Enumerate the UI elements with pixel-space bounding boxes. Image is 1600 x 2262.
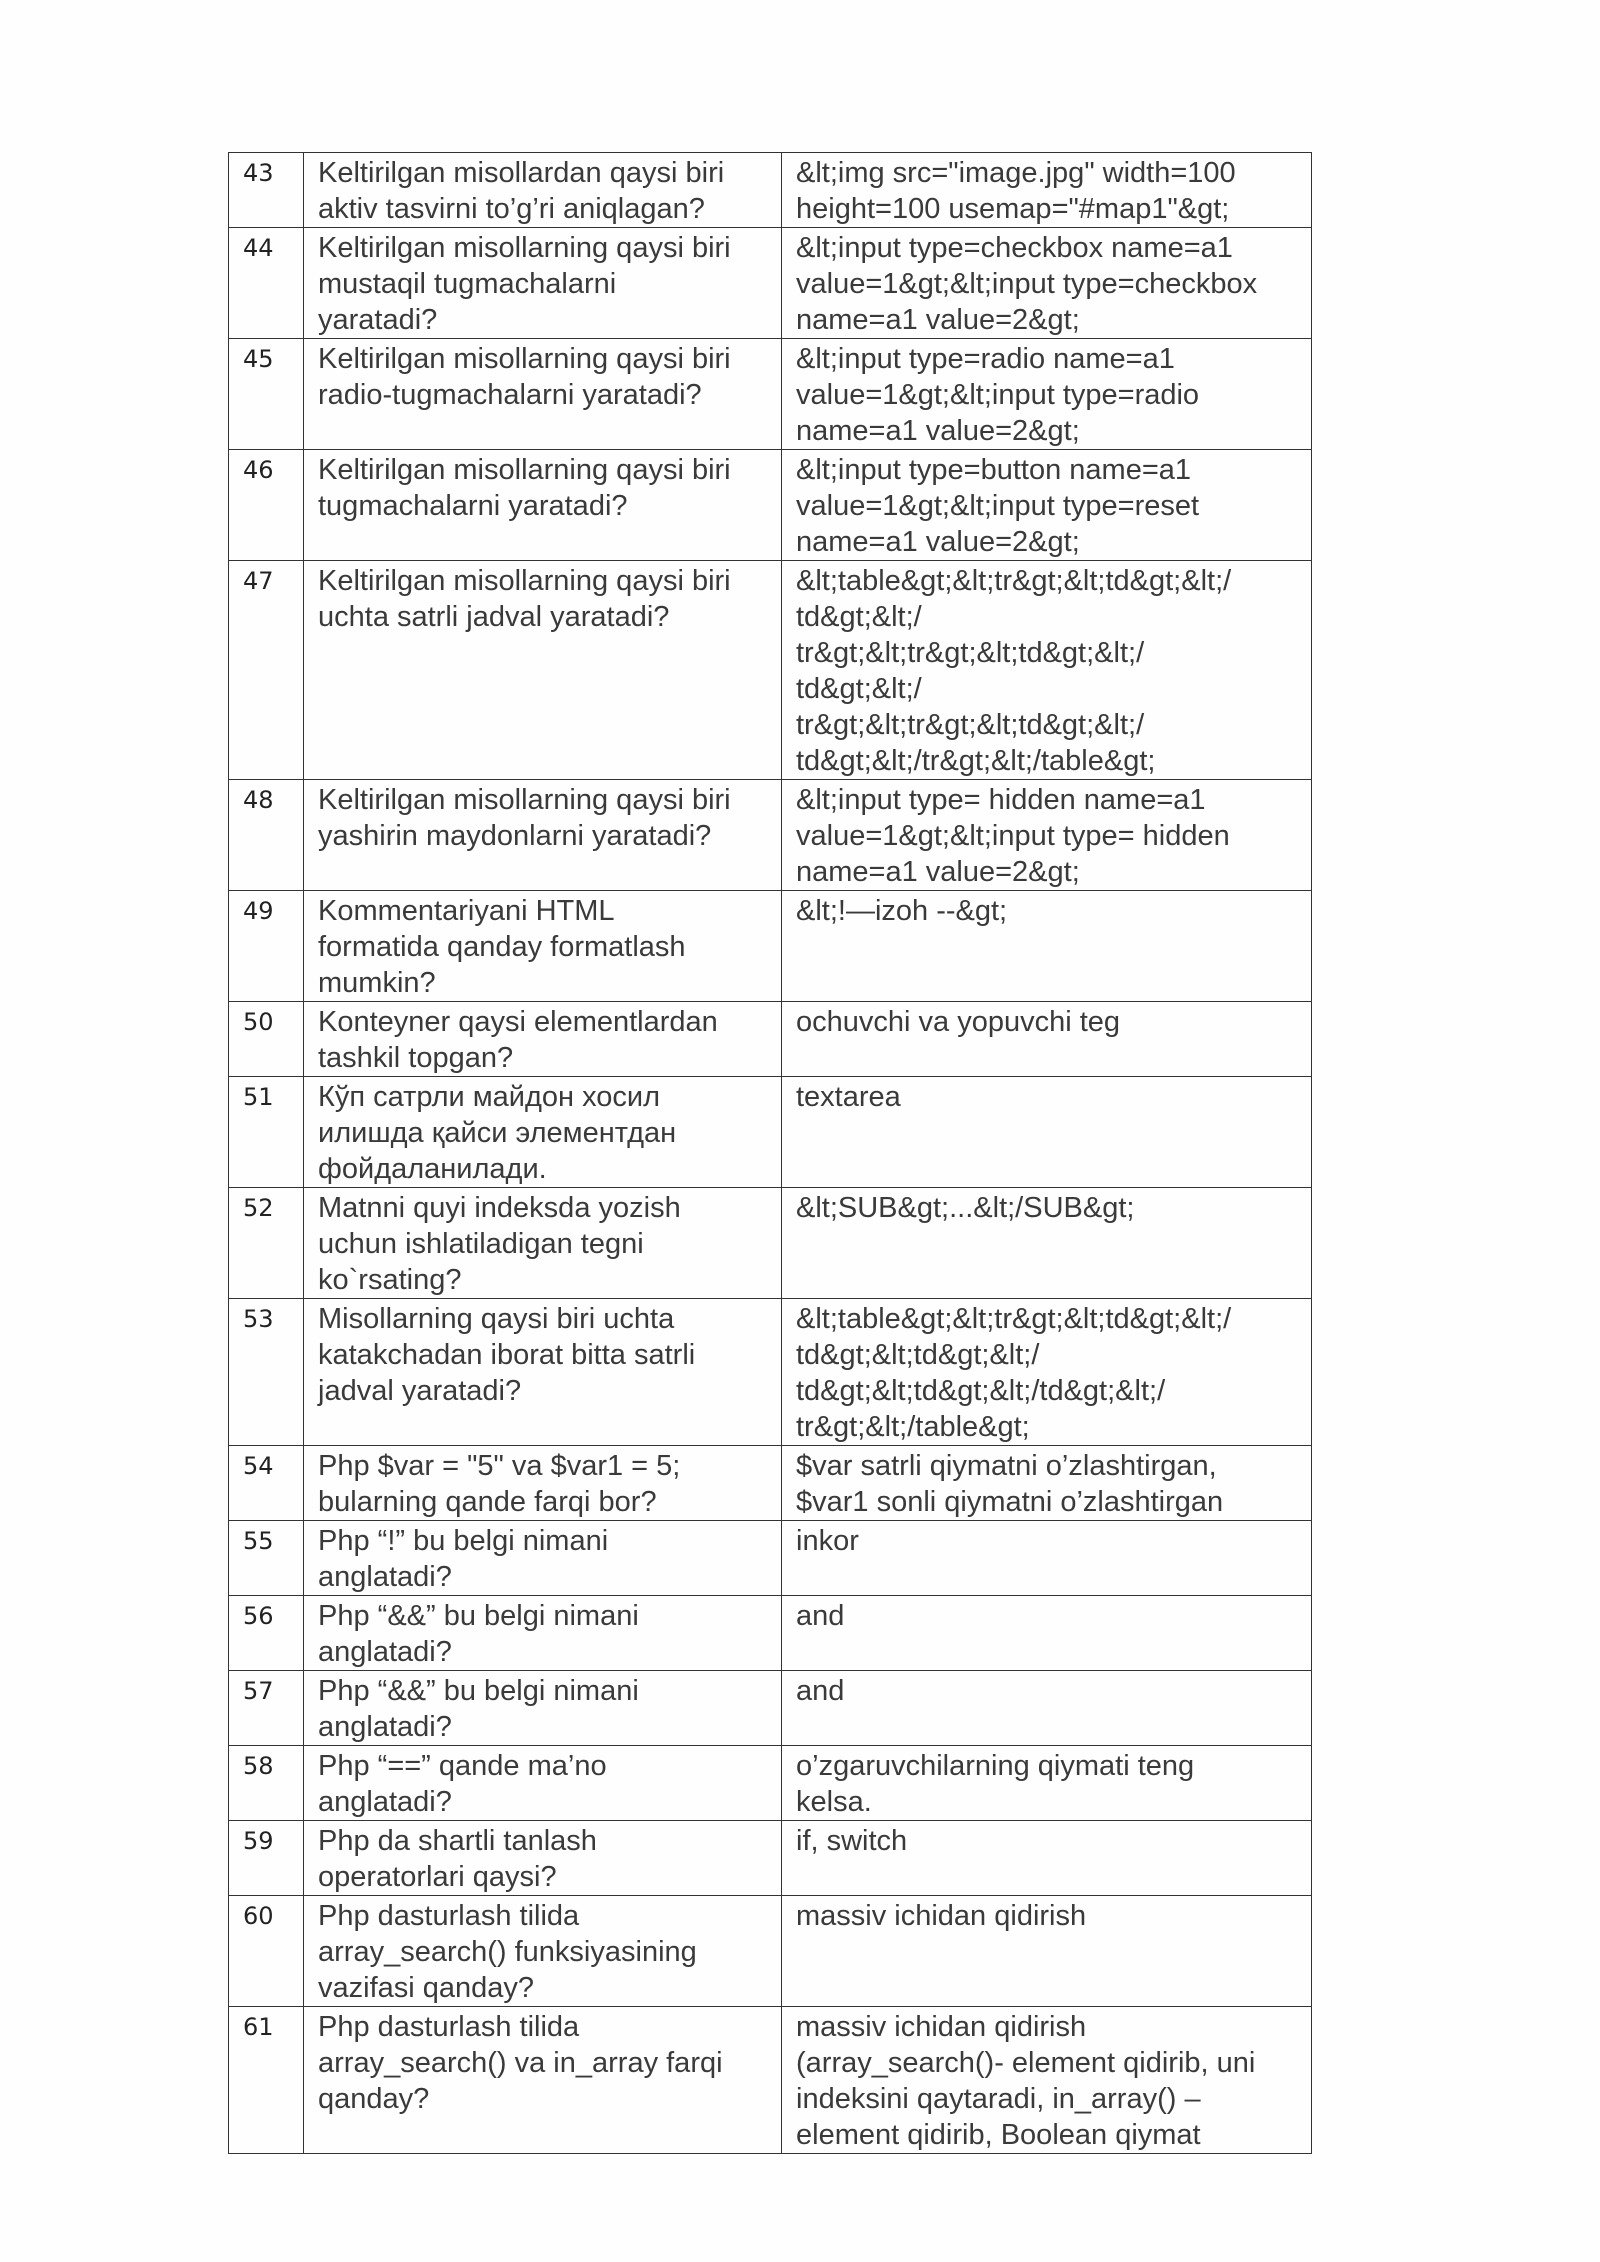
- answer-cell: [782, 1002, 1312, 1077]
- row-number-cell: [229, 1896, 304, 2007]
- row-number: 45: [243, 345, 274, 373]
- answer-text: if, switch: [796, 1825, 908, 1857]
- row-number-cell: [229, 450, 304, 561]
- question-cell: [304, 561, 782, 780]
- table-row: [229, 450, 1312, 561]
- answer-cell: [782, 1299, 1312, 1446]
- answer-cell: [782, 339, 1312, 450]
- question-text: Keltirilgan misollardan qaysi biri aktiv tasvirni to’g’ri aniqlagan?: [318, 157, 725, 225]
- answer-text: ochuvchi va yopuvchi teg: [796, 1006, 1121, 1038]
- row-number-cell: [229, 1821, 304, 1896]
- table-row: [229, 780, 1312, 891]
- table-row: [229, 1671, 1312, 1746]
- row-number: 48: [243, 786, 274, 814]
- answer-cell: [782, 1746, 1312, 1821]
- row-number: 50: [243, 1008, 274, 1036]
- row-number-cell: [229, 1299, 304, 1446]
- row-number-cell: [229, 561, 304, 780]
- answer-cell: [782, 780, 1312, 891]
- question-text: Keltirilgan misollarning qaysi biri tugmachalarni yaratadi?: [318, 454, 731, 522]
- question-cell: [304, 1821, 782, 1896]
- table-row: [229, 153, 1312, 228]
- table-row: [229, 561, 1312, 780]
- row-number: 59: [243, 1827, 274, 1855]
- question-text: Php dasturlash tilida array_search() funksiyasining vazifasi qanday?: [318, 1900, 697, 2004]
- table-row: [229, 1446, 1312, 1521]
- row-number: 57: [243, 1677, 274, 1705]
- table-row: [229, 891, 1312, 1002]
- answer-cell: [782, 153, 1312, 228]
- question-cell: [304, 1896, 782, 2007]
- answer-text: &lt;table&gt;&lt;tr&gt;&lt;td&gt;&lt;/ td&gt;&lt;/ tr&gt;&lt;tr&gt;&lt;td&gt;&lt;/ td&gt;&lt;/ tr&gt;&lt;tr&gt;&lt;td&gt;&lt;/ td&gt;&lt;/tr&gt;&lt;/table&gt;: [796, 565, 1232, 777]
- row-number: 44: [243, 234, 274, 262]
- question-cell: [304, 339, 782, 450]
- question-text: Kommentariyani HTML formatida qanday formatlash mumkin?: [318, 895, 686, 999]
- question-cell: [304, 1002, 782, 1077]
- answer-text: &lt;input type=checkbox name=a1 value=1&gt;&lt;input type=checkbox name=a1 value=2&gt;: [796, 232, 1258, 336]
- answer-cell: [782, 1446, 1312, 1521]
- question-text: Php “!” bu belgi nimani anglatadi?: [318, 1525, 609, 1593]
- question-cell: [304, 228, 782, 339]
- question-cell: [304, 1446, 782, 1521]
- answer-cell: [782, 1896, 1312, 2007]
- table-row: [229, 1521, 1312, 1596]
- question-cell: [304, 780, 782, 891]
- answer-cell: [782, 2007, 1312, 2154]
- answer-text: o’zgaruvchilarning qiymati teng kelsa.: [796, 1750, 1195, 1818]
- row-number-cell: [229, 1596, 304, 1671]
- row-number-cell: [229, 1521, 304, 1596]
- question-text: Php $var = "5" va $var1 = 5; bularning qande farqi bor?: [318, 1450, 681, 1518]
- answer-text: &lt;!—izoh --&gt;: [796, 895, 1008, 927]
- row-number-cell: [229, 228, 304, 339]
- question-text: Php “&&” bu belgi nimani anglatadi?: [318, 1600, 639, 1668]
- question-cell: [304, 1671, 782, 1746]
- answer-cell: [782, 1521, 1312, 1596]
- answer-cell: [782, 891, 1312, 1002]
- table-row: [229, 1188, 1312, 1299]
- row-number: 46: [243, 456, 274, 484]
- row-number: 47: [243, 567, 274, 595]
- row-number: 51: [243, 1083, 274, 1111]
- row-number: 58: [243, 1752, 274, 1780]
- row-number: 55: [243, 1527, 274, 1555]
- table-row: [229, 1299, 1312, 1446]
- table-row: [229, 1077, 1312, 1188]
- question-text: Konteyner qaysi elementlardan tashkil topgan?: [318, 1006, 718, 1074]
- table-row: [229, 339, 1312, 450]
- answer-text: &lt;input type= hidden name=a1 value=1&gt;&lt;input type= hidden name=a1 value=2&gt;: [796, 784, 1230, 888]
- question-cell: [304, 1077, 782, 1188]
- answer-text: massiv ichidan qidirish (array_search()- element qidirib, uni indeksini qaytaradi, in_array() – element qidirib, Boolean qiymat: [796, 2011, 1256, 2151]
- row-number-cell: [229, 780, 304, 891]
- row-number: 43: [243, 159, 274, 187]
- table-row: [229, 1596, 1312, 1671]
- qa-table: [228, 152, 1312, 2154]
- question-cell: [304, 891, 782, 1002]
- answer-text: &lt;SUB&gt;...&lt;/SUB&gt;: [796, 1192, 1135, 1224]
- question-cell: [304, 450, 782, 561]
- table-row: [229, 1746, 1312, 1821]
- question-text: Php dasturlash tilida array_search() va in_array farqi qanday?: [318, 2011, 723, 2115]
- answer-cell: [782, 1596, 1312, 1671]
- question-cell: [304, 153, 782, 228]
- question-text: Php da shartli tanlash operatorlari qaysi?: [318, 1825, 597, 1893]
- answer-text: &lt;img src="image.jpg" width=100 height=100 usemap="#map1"&gt;: [796, 157, 1236, 225]
- question-text: Keltirilgan misollarning qaysi biri mustaqil tugmachalarni yaratadi?: [318, 232, 731, 336]
- answer-text: &lt;table&gt;&lt;tr&gt;&lt;td&gt;&lt;/ td&gt;&lt;td&gt;&lt;/ td&gt;&lt;td&gt;&lt;/td&gt;&lt;/ tr&gt;&lt;/table&gt;: [796, 1303, 1232, 1443]
- row-number-cell: [229, 1446, 304, 1521]
- table-row: [229, 228, 1312, 339]
- question-text: Php “==” qande ma’no anglatadi?: [318, 1750, 607, 1818]
- row-number-cell: [229, 2007, 304, 2154]
- row-number: 56: [243, 1602, 274, 1630]
- row-number: 54: [243, 1452, 274, 1480]
- question-text: Matnni quyi indeksda yozish uchun ishlatiladigan tegni ko`rsating?: [318, 1192, 681, 1296]
- answer-cell: [782, 228, 1312, 339]
- answer-text: &lt;input type=button name=a1 value=1&gt;&lt;input type=reset name=a1 value=2&gt;: [796, 454, 1200, 558]
- row-number: 60: [243, 1902, 274, 1930]
- answer-text: $var satrli qiymatni o’zlashtirgan, $var1 sonli qiymatni o’zlashtirgan: [796, 1450, 1224, 1518]
- answer-cell: [782, 1188, 1312, 1299]
- question-text: Кўп сатрли майдон хосил илишда қайси элементдан фойдаланилади.: [318, 1081, 677, 1185]
- answer-cell: [782, 1821, 1312, 1896]
- question-text: Keltirilgan misollarning qaysi biri yashirin maydonlarni yaratadi?: [318, 784, 731, 852]
- answer-text: &lt;input type=radio name=a1 value=1&gt;&lt;input type=radio name=a1 value=2&gt;: [796, 343, 1200, 447]
- table-row: [229, 2007, 1312, 2154]
- answer-text: and: [796, 1675, 845, 1707]
- question-cell: [304, 1299, 782, 1446]
- answer-text: massiv ichidan qidirish: [796, 1900, 1087, 1932]
- answer-cell: [782, 1671, 1312, 1746]
- row-number-cell: [229, 891, 304, 1002]
- question-cell: [304, 1521, 782, 1596]
- answer-cell: [782, 450, 1312, 561]
- answer-text: inkor: [796, 1525, 859, 1557]
- row-number-cell: [229, 1671, 304, 1746]
- row-number: 52: [243, 1194, 274, 1222]
- table-row: [229, 1821, 1312, 1896]
- row-number-cell: [229, 1002, 304, 1077]
- row-number-cell: [229, 1077, 304, 1188]
- row-number-cell: [229, 153, 304, 228]
- question-text: Keltirilgan misollarning qaysi biri radio-tugmachalarni yaratadi?: [318, 343, 731, 411]
- row-number: 61: [243, 2013, 274, 2041]
- question-text: Misollarning qaysi biri uchta katakchadan iborat bitta satrli jadval yaratadi?: [318, 1303, 696, 1407]
- question-text: Php “&&” bu belgi nimani anglatadi?: [318, 1675, 639, 1743]
- row-number-cell: [229, 1188, 304, 1299]
- question-text: Keltirilgan misollarning qaysi biri uchta satrli jadval yaratadi?: [318, 565, 731, 633]
- table-row: [229, 1896, 1312, 2007]
- question-cell: [304, 1746, 782, 1821]
- answer-cell: [782, 1077, 1312, 1188]
- question-cell: [304, 1188, 782, 1299]
- answer-text: and: [796, 1600, 845, 1632]
- row-number: 53: [243, 1305, 274, 1333]
- row-number-cell: [229, 1746, 304, 1821]
- table-row: [229, 1002, 1312, 1077]
- question-cell: [304, 1596, 782, 1671]
- answer-cell: [782, 561, 1312, 780]
- question-cell: [304, 2007, 782, 2154]
- row-number: 49: [243, 897, 274, 925]
- row-number-cell: [229, 339, 304, 450]
- answer-text: textarea: [796, 1081, 901, 1113]
